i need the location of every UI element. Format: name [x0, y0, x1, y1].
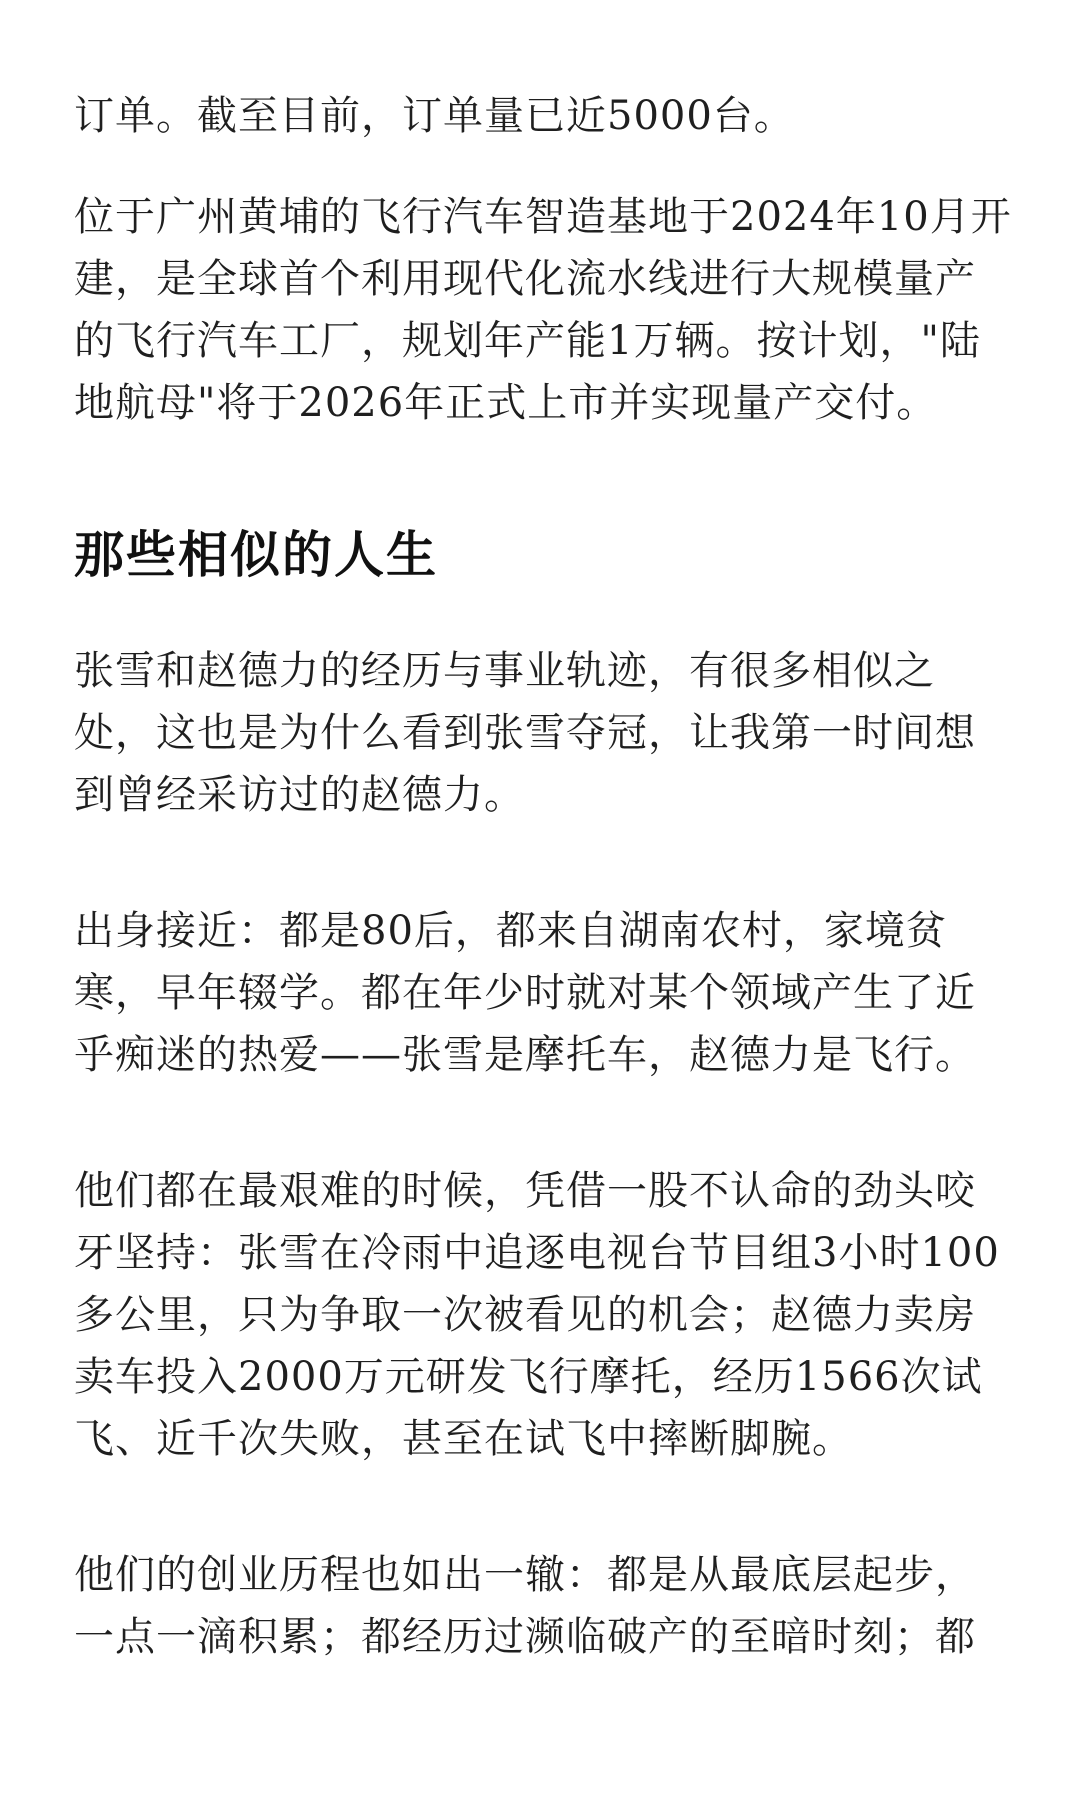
paragraph-factory: 位于广州黄埔的飞行汽车智造基地于2024年10月开建，是全球首个利用现代化流水线进行大规模量产的飞行汽车工厂，规划年产能1万辆。按计划，"陆地航母"将于2026年正式上市并实现量产交付。 — [74, 194, 1012, 426]
paragraph-startup-journey: 他们的创业历程也如出一辙：都是从最底层起步，一点一滴积累；都经历过濒临破产的至暗时刻；都 — [74, 1552, 976, 1660]
paragraph-background: 出身接近：都是80后，都来自湖南农村，家境贫寒，早年辍学。都在年少时就对某个领域产生了近乎痴迷的热爱——张雪是摩托车，赵德力是飞行。 — [74, 908, 976, 1078]
paragraph-perseverance: 他们都在最艰难的时候，凭借一股不认命的劲头咬牙坚持：张雪在冷雨中追逐电视台节目组3小时100多公里，只为争取一次被看见的机会；赵德力卖房卖车投入2000万元研发飞行摩托，经历1566次试飞、近千次失败，甚至在试飞中摔断脚腕。 — [74, 1168, 1000, 1462]
section-heading: 那些相似的人生 — [74, 525, 438, 584]
paragraph-similarities: 张雪和赵德力的经历与事业轨迹，有很多相似之处，这也是为什么看到张雪夺冠，让我第一时间想到曾经采访过的赵德力。 — [74, 648, 976, 818]
paragraph-order-count: 订单。截至目前，订单量已近5000台。 — [74, 93, 795, 139]
